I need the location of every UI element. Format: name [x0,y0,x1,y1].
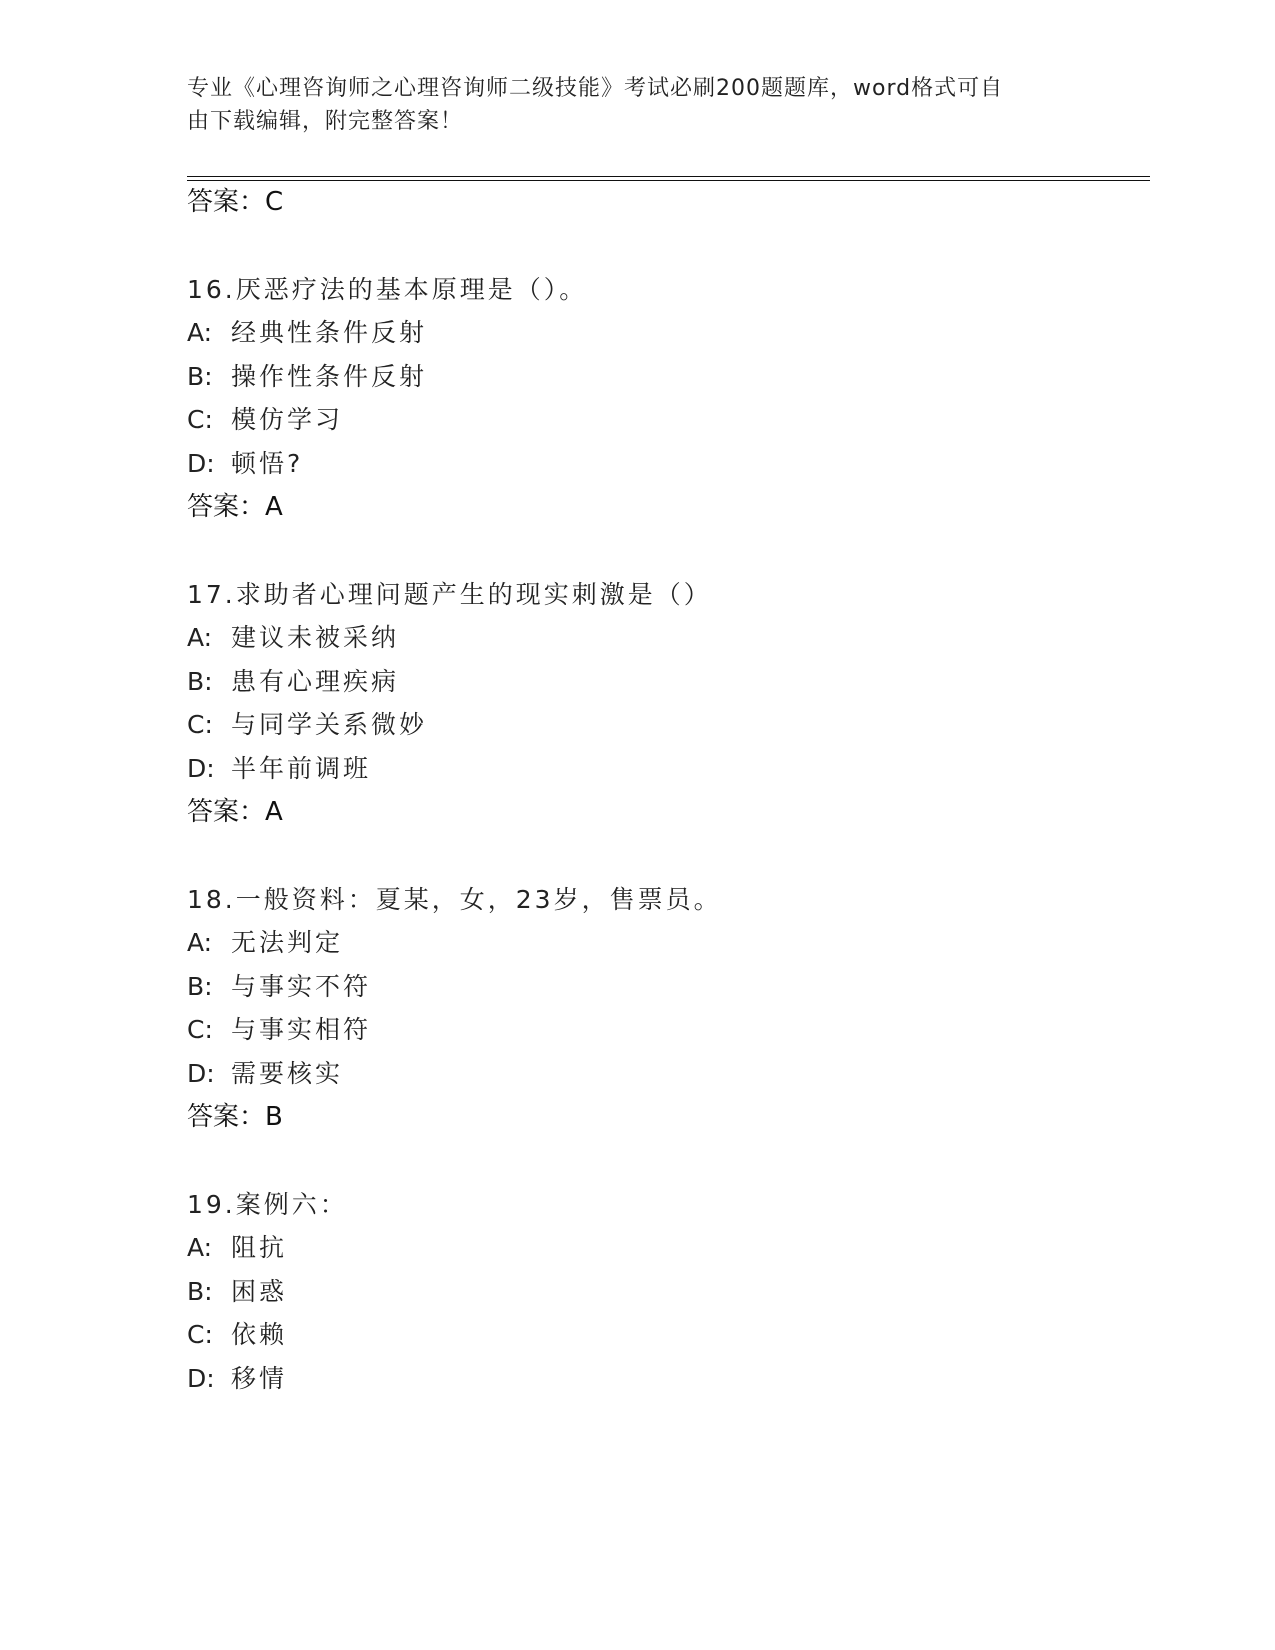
header-divider [187,176,1150,181]
option-text: 无法判定 [231,928,344,957]
option-d [187,749,371,789]
option-a [187,313,427,353]
option-c [187,400,343,440]
option-text: 困惑 [231,1277,288,1306]
document-header [187,72,1067,138]
option-letter: D: [187,1059,215,1088]
option-a [187,1228,287,1268]
previous-answer: 答案：C [187,187,284,217]
option-text: 半年前调班 [231,754,372,783]
option-letter: D: [187,1364,215,1393]
question-answer: 答案：B [187,1102,283,1132]
option-b [187,357,427,397]
question-stem: 18.一般资料：夏某，女，23岁，售票员。 [187,885,722,914]
option-text: 经典性条件反射 [231,318,428,347]
option-d [187,1359,287,1399]
header-intro-line-1: 专业《心理咨询师之心理咨询师二级技能》考试必刷200题题库，word格式可自 [187,76,1004,101]
question-stem: 17.求助者心理问题产生的现实刺激是（） [187,580,712,609]
option-a [187,923,343,963]
option-d [187,444,303,484]
option-a [187,618,399,658]
option-c [187,1315,287,1355]
option-letter: D: [187,754,215,783]
option-letter: B: [187,667,213,696]
option-text: 需要核实 [231,1059,344,1088]
option-c [187,1010,371,1050]
option-b [187,662,399,702]
option-letter: B: [187,1277,213,1306]
option-text: 阻抗 [231,1233,288,1262]
option-letter: A: [187,318,213,347]
option-b [187,1272,287,1312]
option-letter: C: [187,405,213,434]
option-text: 依赖 [231,1320,288,1349]
option-c [187,705,427,745]
option-text: 建议未被采纳 [231,623,400,652]
option-letter: C: [187,1015,213,1044]
option-text: 与事实相符 [231,1015,372,1044]
option-d [187,1054,343,1094]
option-b [187,967,371,1007]
option-letter: D: [187,449,215,478]
option-letter: B: [187,972,213,1001]
option-letter: A: [187,1233,213,1262]
question-stem: 19.案例六： [187,1190,348,1219]
option-letter: C: [187,710,213,739]
question-answer: 答案：A [187,492,283,522]
option-letter: B: [187,362,213,391]
option-letter: A: [187,623,213,652]
option-text: 模仿学习 [231,405,344,434]
option-text: 与同学关系微妙 [231,710,428,739]
question-stem: 16.厌恶疗法的基本原理是（）。 [187,275,588,304]
option-text: 移情 [231,1364,288,1393]
option-text: 顿悟? [231,449,304,478]
option-letter: A: [187,928,213,957]
header-intro-line-2: 由下载编辑，附完整答案！ [187,109,464,134]
option-text: 与事实不符 [231,972,372,1001]
option-text: 操作性条件反射 [231,362,428,391]
option-letter: C: [187,1320,213,1349]
option-text: 患有心理疾病 [231,667,400,696]
question-answer: 答案：A [187,797,283,827]
